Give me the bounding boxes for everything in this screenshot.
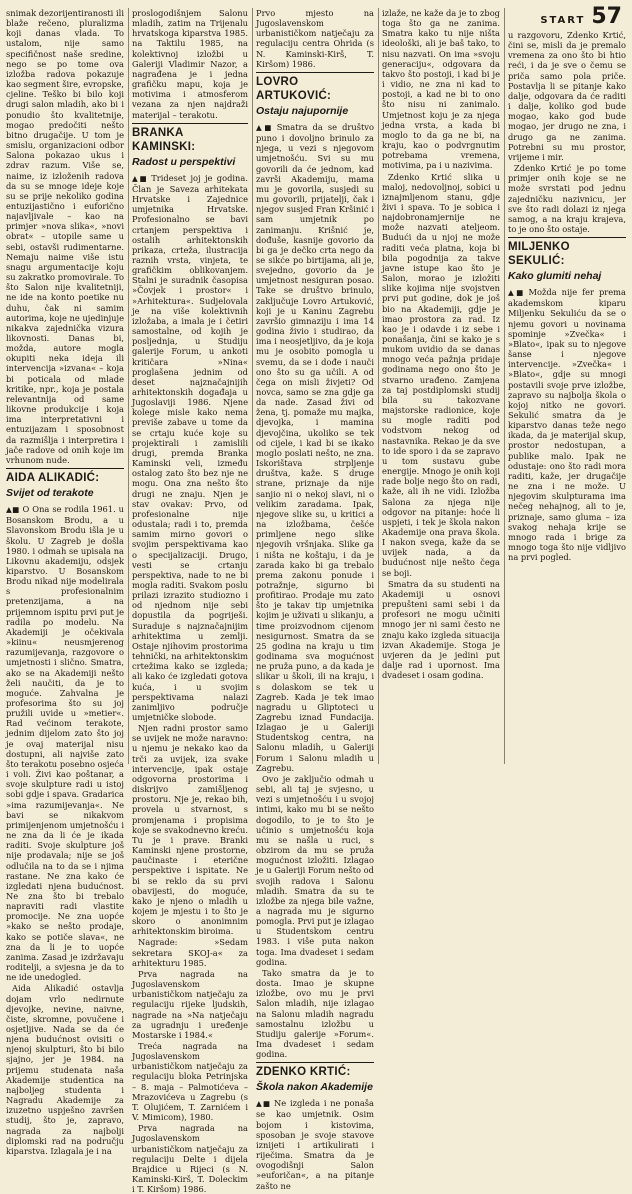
column-1 <box>6 8 125 1156</box>
column-divider <box>252 8 253 764</box>
section-rule <box>256 72 374 73</box>
body-paragraph: Smatra da su studenti na Akademiji u osnovi prepušteni sami sebi i da profesori ne mogu učiniti mnogo jer ni sami često ne znaju kako izgleda situacija izvan Akademije. Stoga je uvjeren da je jedini put dalje rad i upornost. Ima dvadeset i osam godina. <box>382 578 500 681</box>
body-paragraph: Zdenko Krtić slika u maloj, nedovoljnoj, sobici u iznajmljenom stanu, gdje živi i spava. To je sobica i najdobronamjernije ne može nazvati ateljeom. Budući da u njoj ne može raditi veća platna, koja bi bila pogodnija za takve javne istupe kao što je Salon, morao je izložiti slike kojima nije svojstven prvi put godine, dok je još bio na Akademiji, gdje je imao prostora za rad. Iz kao je i odavde i iz sebe i ponašanja, čini se kako je s mukom uvidio da se danas mnogo veća pažnja pridaje godinama nego ono što je stvarno urađeno. Zamjena za taj postdiplomski studij bila su takozvane majstorske radionice, koje su mogle raditi pod vodstvom nekog od nastavnika. Rekao je da sve to ide sporo i da se zapravo u tom sustavu gube energije. Mnogo je onih koji rade bolje nego što on radi, kaže, ali ih ne vidi. Izložba Salona za njega nije odgovor na pitanje: hoće li uspjeti, i tek je škola nakon Akademije ona prava škola. I nakon svega, kaže da se uvijek nada, a da budućnost nije nešto čega se boji. <box>382 171 500 578</box>
section-rule <box>256 1062 374 1063</box>
body-paragraph: ▲■ Ne izgleda i ne ponaša se kao umjetnik. Osim bojom i kistovima, sposoban je svoje stavove iznijeti i artikulirati i riječima. Smatra da je ovogodišnji Salon »euforičan«, a na pitanje zašto ne <box>256 1098 374 1191</box>
body-paragraph: ▲■ Trideset joj je godina. Član je Saveza arhitekata Hrvatske i Zajednice umjetnika Hrvatske. Profesionalno se bavi crtanjem perspektiva i ostalih arhitektonskih prikaza, crteža, ilustracija raznih vrsta, vinjeta, te grafičkim oblikovanjem. Stalni je suradnik časopisa »Čovjek i prostor« i »Arhitektura«. Sudjelovala je na više kolektivnih izložaba, a imala je i četiri samostalne, od kojih je posljednja, u Studiju galerije Forum, u ankoti kritičara »Nina« proglašena jednim od deset najznačajnijih arhitektonskih događaja u Jugoslaviji 1986. Njene kolege misle kako nema previše zabave u tome da se crtaju kuće koje su projektirali i zamislili drugi, premda Branka Kaminski veli, između ostalog zato što bez nje ne mogu. Ona zna nešto što drugi ne znaju. Njen je stav ovakav: Prvo, od profesionalne nije odustala; radi i to, premda samim mirno govori o svojim perspektivama kao o specijalizaciji. Drugo, vesti se crtanju perspektiva, nade to ne bi mogla raditi. Svakom poslu prilazi izrazito studiozno i od njednom nije sebi dopustila da pogriješi. Suraduje s najznačajnijim arhitektima u zemlji. Ostaje njihovim prostorima tehnički, na arhitektonskim crtežima kako se izgleda; ali kako će izgledati gotova kuća, i u svojim perspektivama nalazi zanimljivo područje umjetničke slobode. <box>132 172 248 722</box>
column-3 <box>256 8 374 1191</box>
section-mark-icon: ▲■ <box>6 505 20 515</box>
awards-note: Nagrade: »Sedam sekretara SKOJ-a« za arhitekturu 1985. <box>132 937 248 968</box>
article-author: AIDA ALIKADIĆ: <box>6 472 100 485</box>
awards-note: Prva nagrada na Jugoslavenskom urbanističkom natječaju za regulaciju rijeke ljudskih, nagrade na »Na natječaju za ugradnju i uređenje Mostarske i 1984.« <box>132 968 248 1040</box>
section-rule <box>132 123 248 124</box>
article-author: BRANKA KAMINSKI: <box>132 126 196 153</box>
page-header <box>540 4 622 29</box>
article-title: Svijet od terakote <box>6 487 94 500</box>
body-paragraph: Zdenko Krtić je po tome primjer onih koje se ne može svrstati pod jednu zajedničku nazivnicu, jer sve što radi dolazi iz njega samog, a na kraju krajeva, to je ono što ostaje. <box>508 163 626 234</box>
column-2 <box>132 8 248 1194</box>
body-paragraph: proslogodišnjem Salonu mladih, zatim na Trijenalu hrvatskoga kiparstva 1985. na Taktilu 1985, na kolektivnoj izložbi u Galeriji Vladimir Nazor, a nagrađena je i jedna grafičku mapu, koja je motivima i atmosferom vezana za njen najdraži materijal – terakotu. <box>132 8 248 120</box>
body-paragraph: izlaže, ne kaže da je to zbog toga što ga ne zanima. Smatra kako tu nije ništa ideološki, ali je baš tako, to nisu nazvati. On ima »svoju generaciju«, odgovara da takvo što postoji, i kad bi je i vidio, ne zna ni kad to postoji, a kad ne bi to ono što nisu ni zanimalo. Umjetnost koju je za njega jedna vrsta, a kada bi moglo to da ga ne bi, na kraju, kao o podvrgnutim potrebama vremena, motivima, pa i u nazivima. <box>382 8 500 171</box>
section-rule <box>6 468 124 469</box>
body-paragraph: ▲■ Smatra da se društvo puno i dovoljno brinulo za njega, u vezi s njegovom umjetnošću. Svi su mu govorili da će jednom, kad završi Akademiju, mama mu je govorila, susjedi su mu govorili, prijatelji, čak i njegov susjed Fran Kršinić i sam umjetnik po zanimanju. Krišnić je, dođuše, kasnije govorio da bi ga je dečko crta nego da se sikće po birtijama, ali je, svejedno, govorio da je umjetnost nesiguran posao. Take se društvo brinulo, zaključuje Lovro Artuković, koji je u Kaninu Zagrebu završio gimnaziju i ima 14 godina živio i studirao, da ima i neosjetljivo, da je koja mu je osobito pomogla u svemu, da se i dođe i nauči ono što su ga učili. A od čega on misli živjeti? Od novca, samo se zna gdje ga da nade. Zasad živi od žena, tj. pomaže mu majka, djevojka, i mamina djevojčina, ukoliko se tek od cijele, i kad bi se ikako moglo poslati nešto, ne zna. Iskorištava strpljenje društva, kaže. S druge strane, priznaje da nije sanjio ni o nekoj slavi, ni o velikim zaradama. Ipak, njegove slike su, u kritici a na izložbama, češće primljene nego slike njegovih vršnjaka. Slike ga i ništa ne koštaju, i da je zarada kako bi ga trebalo prema zakonu ponude i potražnje, sigurno bi profitirao. Prodaje mu zato što je takav tip umjetnika kojim je uživati u slikanju, a time proizvodnom cijenom nesigurnost. Smatra da se 25 godina na kraju u tim godinama sva mogućnost ne pruža puno, a da kada je slikar u školi, ili na kraju, i s dolaskom se tek u Zagreb. Kada je tek imao nagradu u Gliptoteci u Zagrebu iznad Fundacija. Izlagao je u Galeriji Studentskog centra, na Salonu mladih, u Galeriji Forum i Salonu mladih u Zagrebu. <box>256 121 374 773</box>
column-divider <box>378 8 379 764</box>
section-mark-icon: ▲■ <box>256 122 274 132</box>
page-number: 57 <box>591 4 622 29</box>
column-5 <box>508 30 626 764</box>
body-paragraph: u razgovoru, Zdenko Krtić, čini se, misli da je premalo vremena za ono što bi htio reći, i da je sve o čemu se priča samo pola priče. Postavlja li se pitanje kako dalje, odgovara da će raditi i dalje, koliko god bude mogao, kako god bude mogao, jer drugo ne zna, i drugo ga ne zanima. Potrebni su mu prostor, vrijeme i mir. <box>508 30 626 162</box>
article-author: LOVRO ARTUKOVIĆ: <box>256 75 332 102</box>
article-title: Kako glumiti nehaj <box>508 270 602 283</box>
awards-note: Treća nagrada na Jugoslavenskom urbanističkom natječaju za regulaciju bloka Petrinjska – 8. maja – Palmotićeva – Mrazovićeva u Zagrebu (s T. Olujićem, T. Zarnićem i V. Mimicom), 1980. <box>132 1041 248 1123</box>
body-paragraph: Njen radni prostor samo se uvijek ne može naravno: u njemu je nekako kao da trči za uvijek, iza svake intervencije, ipak ostaje odgovorna prostorima i diskrijvo zamišljenog prostoru. Nje je, rekao bih, provela u stvarnost, s promjenama i propisima koje se svakodnevno kreću. Tu je i prave. Branki Kaminski njene prostorne, paučinaste i eterične perspektive i ispitate. Ne bi se reklo da su prvi obavijesti, do moguće, kako je njeno o mladih u kojem je mjestu i to što je skoro o anonimnim arhitektonskim biroima. <box>132 723 248 937</box>
awards-note: Prva nagrada na Jugoslavenskom urbanističkom natječaju za regulaciju Delte i dijela Brajdice u Rijeci (s N. Kaminski-Kirš, T. Doleckim i T. Kiršom) 1986. <box>132 1123 248 1194</box>
column-divider <box>504 8 505 764</box>
body-paragraph: Ovo je zaključio odmah u sebi, ali taj je svjesno, u vezi s umjetnošću i u svojoj intimi, kako mu bi se nešto dogodilo, to je to što je učinio s umjetnošću koja mu se našla u ruci, s obzirom da mu se pruža mogućnost izložiti. Izlagao je u Galeriji Forum nešto od svojih radova i Salonu mladih. Smatra da su te izložbe za njega bile važne, a nagrada mu je sigurno pomogla. Prvi put je izlagao u Studentskom centru 1983. i više puta nakon toga. Ima dvadeset i sedam godina. <box>256 773 374 967</box>
column-4 <box>382 8 500 764</box>
body-paragraph: Tako smatra da je to dosta. Imao je skupne izložbe, ovo mu je prvi Salon mladih, nije izlagao na Salonu mladih nagradu samostalnu izložbu u Studiju galerije »Forum«. Ima dvadeset i sedam godina. <box>256 967 374 1060</box>
section-rule <box>508 237 626 238</box>
body-paragraph: Prvo mjesto na Jugoslavenskom urbanističkom natječaju za regulaciju centra Ohrida (s N. Kaminski-Kirš, T. Kiršom) 1986. <box>256 8 374 69</box>
section-mark-icon: ▲■ <box>508 288 526 298</box>
body-paragraph: ▲■ Možda nije fer prema akademskom kiparu Miljenku Sekuliću da se o njemu govori u novinama spominje »Zvečka« i »Blato«, ipak su to njegove šanse i njegove intervencije. »Zvečka« i »Blato«, gdje su mnogi postavili svoje prve izložbe, zapravo su najbolja škola o kojoj nitko ne govori. Sekulić smatra da je kiparstvo danas teže nego ikada, da je materijal skup, prostor nedostupan, a publike malo. Ipak ne odustaje: ono što radi mora raditi, kaže, jer drugačije ne zna i ne može. U njegovim skulpturama ima nečeg nehajnog, ali to je, priznaje, samo gluma – iza svakog nehaja krije se mnogo rada i brige za mnogo toga što nije vidljivo na prvi pogled. <box>508 287 626 563</box>
article-author: MILJENKO SEKULIĆ: <box>508 241 570 268</box>
article-title: Ostaju najupornije <box>256 104 349 117</box>
article-title: Škola nakon Akademije <box>256 1081 373 1094</box>
body-paragraph: snimak dezorijentiranosti ili blaže rečeno, pluralizma koji danas vlada. To ustalom, nije samo specifičnost naše sredine, nego se po tome ova izložba radova pokazuje kao segment šire, evropske, cjeline. Teško bi bilo koji drugi salon mladih, ako bi i ponudio što kvalitetnije, mogao predočiti nešto bitno drugačije. U tom je smislu, organizacioni odbor Salona pokazao ukus i zdrav razum. Više se, naime, iz izloženih radova da su se mnoge ideje koje su se prije nekoliko godina entuzijastično i euforično najavljivale – kao na primjer »nova slika«, »novi obrat« – utopile same u sebi, ostavši rudimentarne. Nemaju naime više istu snagu argumentacije koju su zakratko promovirale. To što Salon nije kvalitetniji, ne ide na konto poetike nu duhu, čak ni samim autorima, koje ne ujedinjuje nikakva zajednička vizura likovnosti. Danas bi, možda, autore mogla okupiti neka ideja ili intervencija »izvana« – koja bi poticala od mlade kritike, npr., koja je postala relevantnija od same likovne produkcije i koja ima interpretativni i entuzijazam i sposobnost da razmišlja i interpretira i jače radove od onih koje im vrhunom nude. <box>6 8 124 465</box>
article-author: ZDENKO KRTIĆ: <box>256 1066 351 1079</box>
section-mark-icon: ▲■ <box>256 1099 272 1109</box>
column-divider <box>128 8 129 764</box>
body-paragraph: ▲■ O Ona se rodila 1961. u Bosanskom Brodu, a u Slavonskom Brodu išla je u školu. U Zagreb je došla 1980. i odmah se upisala na Likovnu akademiju, odsjek kiparstvo. U Bosanskom Brodu nikad nije modelirala s profesionalnim pretenzijama, a na prijemnom ispitu prvi put je radila po modelu. Na Akademiji je očekivala »kiinu« neusmjerenog razumijevanja, razgovore o umjetnosti i slično. Smatra, ako se na Akademiji nešto želi naučiti, da je to moguće. Zahvalna je profesorima što su joj pružili uvide u »metier«. Rad većinom terakote, jednim dijelom zato što joj je ovaj materijal nisu dostupni, ali najviše zato što terakotu posebno osjeća i voli. Živi kao poštanar, a svoje skulpture radi u istoj sobi gdje i spava. Gradarica »ima razumijevanja«. Ne bavi se nikakvom primijenjenom umjetnošću i ne zna da li će je ikada raditi. Svoje skulpture još nije prodavala; nije se još odlučila na to da se i njima rastane. Ne zna kako će izgledati njena budućnost. Ne zna što bi trebalo napraviti radi vlastite promocije. Ne zna uopće »kako se nešto prodaje, kako se potiče slava«, ne zna da li je to uopće zanima. Zasad je izdržavaju roditelji, a svjesna je da to ne ide unedogled. <box>6 504 125 983</box>
body-paragraph: Aida Alikadić ostavlja dojam vrlo nedirnute djevojke, nevine, naivne, čiste, skromne, povučene i osjetljive. Nada se da će njena budućnost ovisiti o njenoj skulpturi, što bi bilo sjajno, jer je 1984. na prijemu studenata naša Akademije studentica na najboljeg studenta i Nagradu Akademije za izuzetno uspješno završen studij, što je, zapravo, nagrada za najbolji diplomski rad na području kiparstva. Izlagala je i na <box>6 983 124 1156</box>
section-name: START <box>540 15 586 26</box>
section-mark-icon: ▲■ <box>132 173 149 183</box>
col1-intro <box>6 8 124 465</box>
article-title: Radost u perspektivi <box>132 155 236 168</box>
